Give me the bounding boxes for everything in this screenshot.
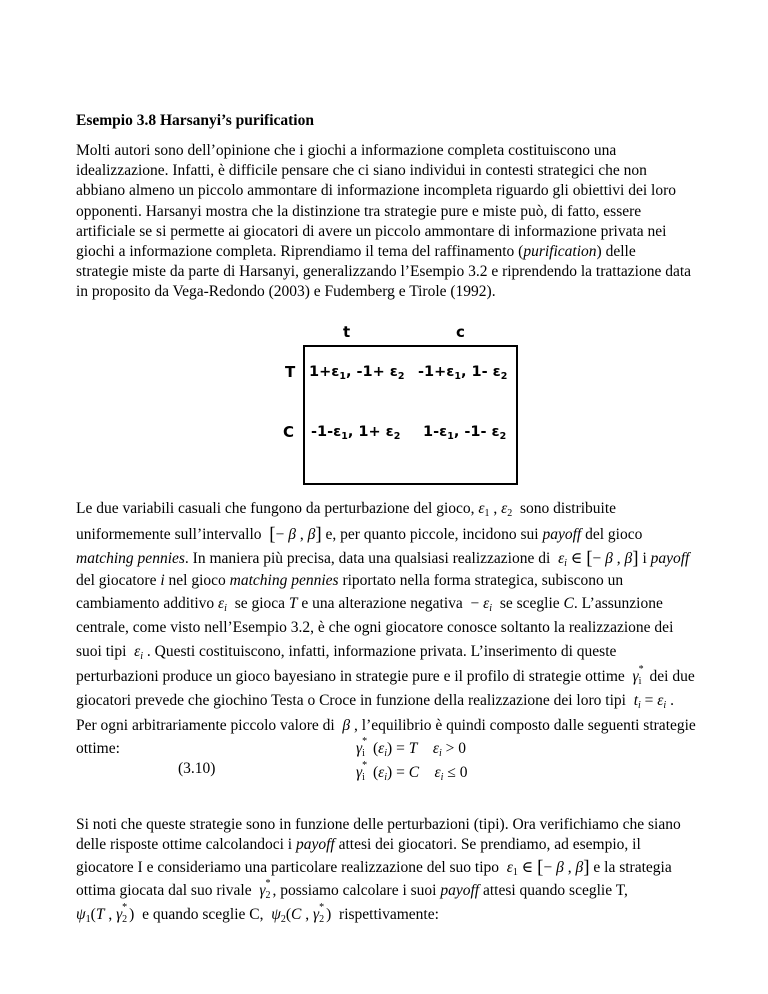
row-label-T: T xyxy=(285,363,296,381)
body-line: Le due variabili casuali che fungono da perturbazione del gioco, $\varepsilon_1$ , $\varepsilon_2$ sono distribuite xyxy=(76,500,617,519)
payoff-cell: $-1-\varepsilon_1$, $1+ \varepsilon_2$ xyxy=(311,424,401,442)
equation-number: (3.10) xyxy=(178,760,216,777)
body-line: Si noti che queste strategie sono in funzione delle perturbazioni (tipi). Ora verifichiamo che siano xyxy=(76,816,681,833)
body-line: perturbazioni produce un gioco bayesiano in strategie pure e il profilo di strategie ottime γ * i dei due xyxy=(76,664,695,688)
payoff-cell: $1-\varepsilon_1$, -1- $\varepsilon_2$ xyxy=(423,424,507,442)
body-line: centrale, come visto nell’Esempio 3.2, è che ogni giocatore conosce soltanto la realizzazione dei xyxy=(76,619,674,636)
body-line: suoi tipi $\varepsilon_i$ . Questi costituiscono, infatti, informazione privata. L’inserimento di queste xyxy=(76,643,617,662)
body-line: giocatore I e consideriamo una particolare realizzazione del suo tipo $\varepsilon_1$ ∈ [− β , β] e la strategia xyxy=(76,857,672,878)
body-line: delle risposte ottime calcolandoci i payoff attesi dei giocatori. Se prendiamo, ad esempio, il xyxy=(76,836,641,853)
body-line: matching pennies. In maniera più precisa, data una qualsiasi realizzazione di $\varepsilon_i$ ∈ [− β , β] i payoff xyxy=(76,548,690,569)
col-label-t: t xyxy=(343,323,351,341)
body-line: giocatori prevede che giochino Testa o Croce in funzione della realizzazione dei loro tipi $t_i = \varepsilon_i$ . xyxy=(76,692,674,711)
equation-row: γ * i $(\varepsilon_i) = C$ $\varepsilon_i \le 0$ xyxy=(356,760,468,784)
body-line: Per ogni arbitrariamente piccolo valore di β , l’equilibrio è quindi composto dalle seguenti strategie xyxy=(76,717,696,734)
equation-row: γ * i $(\varepsilon_i) = T$ $\varepsilon_i > 0$ xyxy=(356,736,466,760)
body-line: ottime: xyxy=(76,740,120,757)
purification-term: purification xyxy=(523,243,597,261)
intro-text: Molti autori sono dell’opinione che i giochi a informazione completa costituiscono una idealizzazione. Infatti, è difficile pensare che ci siano individui in contesti strategici che non abbiano almeno un piccolo ammontare di informazione incompleta riguardo gli obiettivi dei loro opponenti. Harsanyi mostra che la distinzione tra strategie pure e miste può, di fatto, essere artificiale se si permette ai giocatori di avere un piccolo ammontare di informazione privata nei giochi a informazione completa. Riprendiamo il tema del raffinamento (purification) delle strategie miste da parte di Harsanyi, generalizzando l’Esempio 3.2 e riprendendo la trattazione data in proposito da Vega-Redondo (2003) e Fudemberg e Tirole (1992). xyxy=(76,142,692,301)
body-line: uniformemente sull’intervallo [− β , β] e, per quanto piccole, incidono sui payoff del gioco xyxy=(76,524,643,545)
body-line: ottima giocata dal suo rivale γ * 2 , possiamo calcolare i suoi payoff attesi quando sceglie T, xyxy=(76,878,628,902)
example-heading: Esempio 3.8 Harsanyi’s purification xyxy=(76,112,314,129)
body-line: del giocatore i nel gioco matching pennies riportato nella forma strategica, subiscono un xyxy=(76,572,624,589)
row-label-C: C xyxy=(283,423,295,441)
col-label-c: c xyxy=(456,323,465,341)
body-line: cambiamento additivo $\varepsilon_i$ se gioca T e una alterazione negativa − $\varepsilon_i$ se sceglie C. L’assunzione xyxy=(76,595,663,614)
payoff-cell: $-1+\varepsilon_1$, 1- $\varepsilon_2$ xyxy=(418,364,508,382)
body-line: $\psi_1(T$ , γ * 2 ) e quando sceglie C, $\psi_2(C$ , γ * 2 ) rispettivamente: xyxy=(76,902,439,926)
payoff-cell: $1+\varepsilon_1$, $-1+ \varepsilon_2$ xyxy=(309,364,405,382)
intro-paragraph xyxy=(76,141,692,303)
